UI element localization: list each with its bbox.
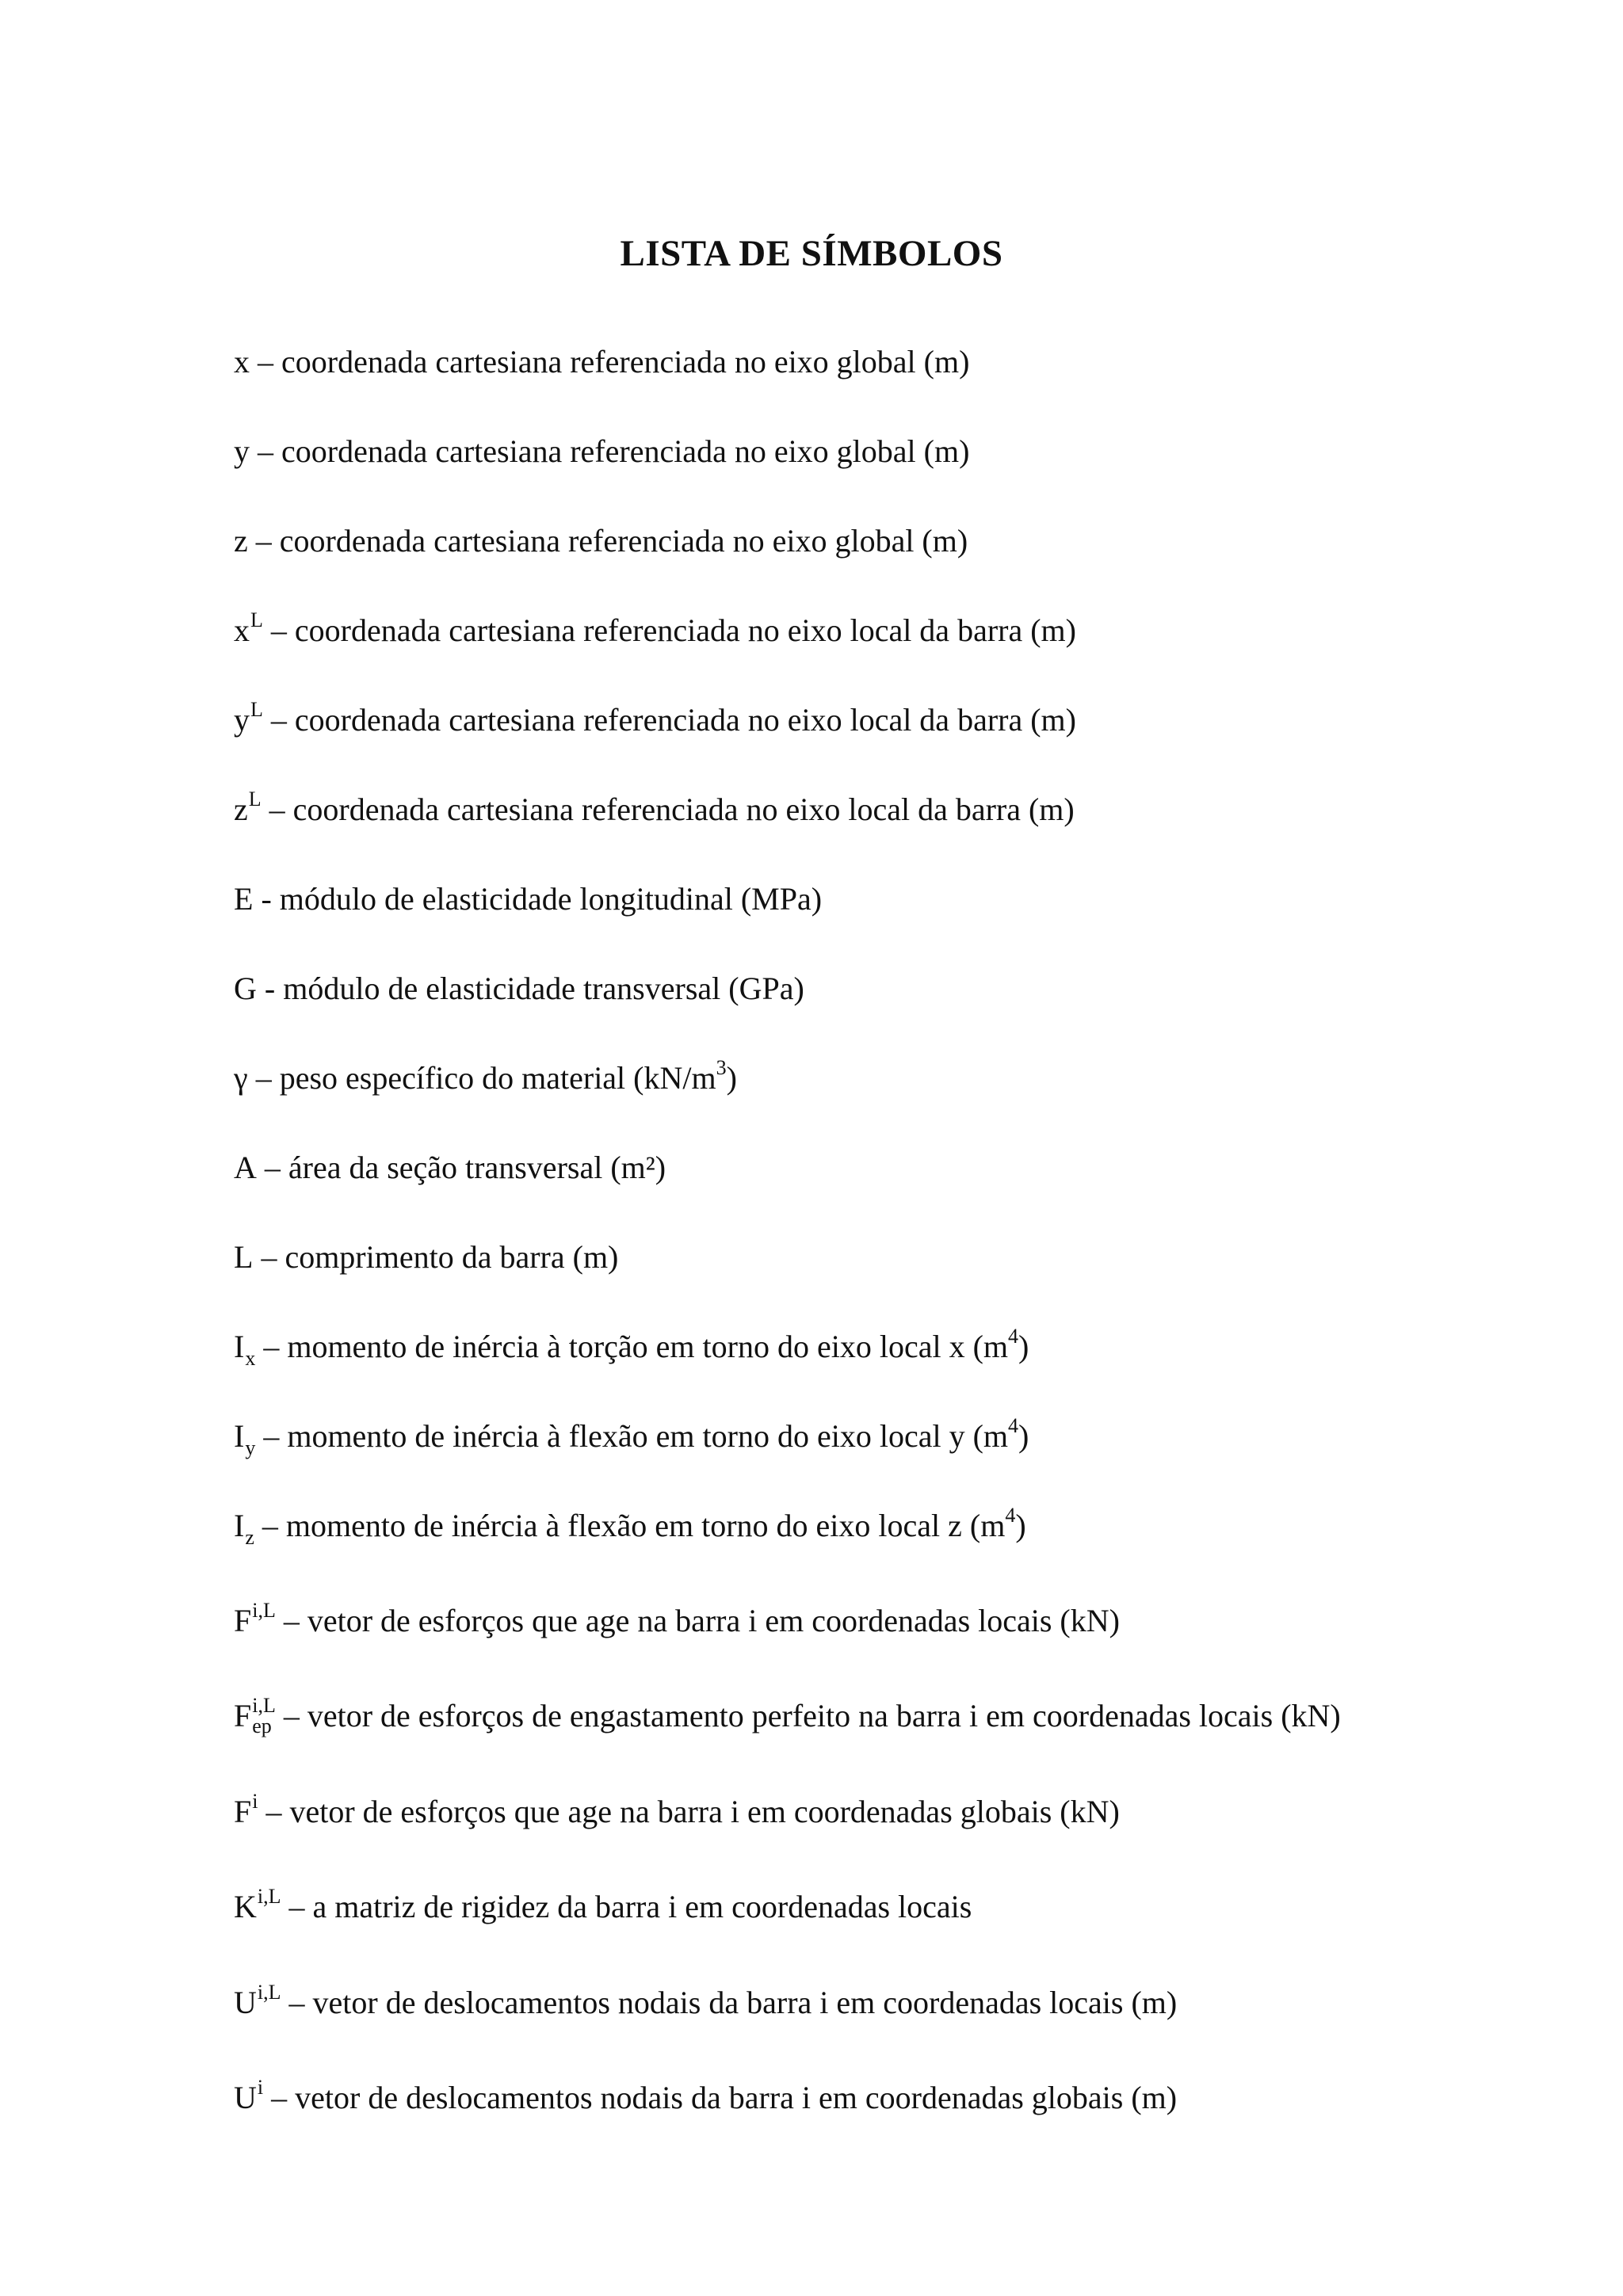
separator: –	[283, 1698, 300, 1733]
symbol-entry-z	[234, 521, 968, 561]
symbol: E	[234, 881, 254, 917]
symbol: y	[234, 433, 250, 469]
separator: –	[270, 612, 287, 648]
symbol-description: coordenada cartesiana referenciada no eixo local da barra (m)	[294, 702, 1076, 738]
separator: -	[264, 971, 276, 1006]
symbol-entry-A	[234, 1148, 666, 1188]
separator: –	[258, 344, 273, 379]
symbol: γ	[234, 1060, 248, 1096]
symbol-entry-UiL	[234, 1983, 1177, 2027]
separator: –	[263, 1418, 280, 1454]
symbol: $z^L$	[234, 788, 262, 827]
separator: –	[271, 2080, 288, 2115]
symbol-description: coordenada cartesiana referenciada no eixo global (m)	[281, 344, 970, 379]
symbol-entry-zL	[234, 790, 1075, 833]
symbol-description: coordenada cartesiana referenciada no eixo local da barra (m)	[294, 612, 1076, 648]
symbol: L	[234, 1239, 254, 1275]
symbol-description: área da seção transversal (m²)	[288, 1150, 666, 1185]
symbol: $I_x$	[234, 1329, 256, 1370]
symbol: z	[234, 523, 248, 559]
symbol-description: momento de inércia à torção em torno do eixo local x $(m^4)$	[287, 1325, 1029, 1364]
separator: –	[283, 1603, 300, 1638]
symbol-description: coordenada cartesiana referenciada no eixo local da barra (m)	[292, 791, 1075, 827]
symbol: $I_z$	[234, 1508, 254, 1549]
symbol-entry-Ix	[234, 1327, 1029, 1371]
symbol-entry-G	[234, 969, 804, 1009]
separator: –	[264, 1150, 281, 1185]
separator: –	[263, 1329, 280, 1364]
symbol: $x^L$	[234, 608, 263, 648]
symbol-description: peso específico do material $(kN/m^3)$	[279, 1056, 737, 1096]
symbol-entry-Iz	[234, 1506, 1026, 1550]
symbol-entry-gamma	[234, 1058, 737, 1102]
symbol-entry-E	[234, 879, 822, 919]
symbol: $F^i$	[234, 1790, 258, 1829]
symbol-entry-Ui	[234, 2078, 1177, 2122]
separator: –	[288, 1889, 305, 1924]
symbol-entry-KiL	[234, 1887, 972, 1931]
symbol-description: vetor de esforços que age na barra i em coordenadas globais (kN)	[289, 1794, 1120, 1829]
symbol-description: módulo de elasticidade longitudinal (MPa)	[279, 881, 823, 917]
symbol-entry-y	[234, 432, 969, 471]
symbol: G	[234, 971, 257, 1006]
symbol-entry-L	[234, 1238, 618, 1277]
separator: –	[258, 433, 273, 469]
separator: –	[269, 791, 285, 827]
symbol: $U^{i,L}$	[234, 1981, 281, 2020]
separator: –	[255, 523, 272, 559]
separator: –	[262, 1508, 278, 1543]
symbol-entry-xL	[234, 608, 1076, 654]
symbol-description: comprimento da barra (m)	[285, 1239, 619, 1275]
symbol-description: módulo de elasticidade transversal (GPa)	[283, 971, 804, 1006]
symbol: $K^{i,L}$	[234, 1885, 281, 1924]
separator: –	[255, 1060, 272, 1096]
separator: –	[265, 1794, 282, 1829]
symbol-description: vetor de deslocamentos nodais da barra i em coordenadas globais (m)	[295, 2080, 1178, 2115]
symbol-entry-x	[234, 342, 969, 382]
symbol: F i,L ep	[234, 1693, 276, 1737]
symbol-entry-FiL-ep	[234, 1693, 1341, 1740]
symbol: $y^L$	[234, 698, 263, 738]
symbol-description: vetor de deslocamentos nodais da barra i em coordenadas locais (m)	[312, 1985, 1178, 2020]
symbol-description: a matriz de rigidez da barra i em coordenadas locais	[312, 1889, 972, 1924]
symbol-entry-Fi	[234, 1792, 1120, 1836]
symbol-entry-Iy	[234, 1414, 1029, 1460]
symbol: $U^i$	[234, 2076, 264, 2115]
symbol-description: vetor de esforços que age na barra i em coordenadas locais (kN)	[307, 1603, 1120, 1638]
symbol-description: vetor de esforços de engastamento perfeito na barra i em coordenadas locais (kN)	[307, 1698, 1341, 1733]
separator: –	[270, 702, 287, 738]
separator: –	[261, 1239, 277, 1275]
symbol: $F^{i,L}$	[234, 1599, 276, 1638]
symbol-description: momento de inércia à flexão em torno do eixo local y $(m^4)$	[287, 1414, 1029, 1454]
symbol: $I_y$	[234, 1418, 256, 1459]
symbol: A	[234, 1150, 257, 1185]
page-title: LISTA DE SÍMBOLOS	[620, 233, 1003, 274]
symbol-entry-FiL	[234, 1601, 1120, 1645]
separator: -	[261, 881, 272, 917]
separator: –	[288, 1985, 305, 2020]
symbol-description: coordenada cartesiana referenciada no eixo global (m)	[281, 433, 970, 469]
symbol-entry-yL	[234, 700, 1076, 744]
symbol-description: momento de inércia à flexão em torno do eixo local z $(m^4)$	[285, 1504, 1026, 1543]
symbol: x	[234, 344, 250, 379]
symbol-description: coordenada cartesiana referenciada no eixo global (m)	[279, 523, 968, 559]
